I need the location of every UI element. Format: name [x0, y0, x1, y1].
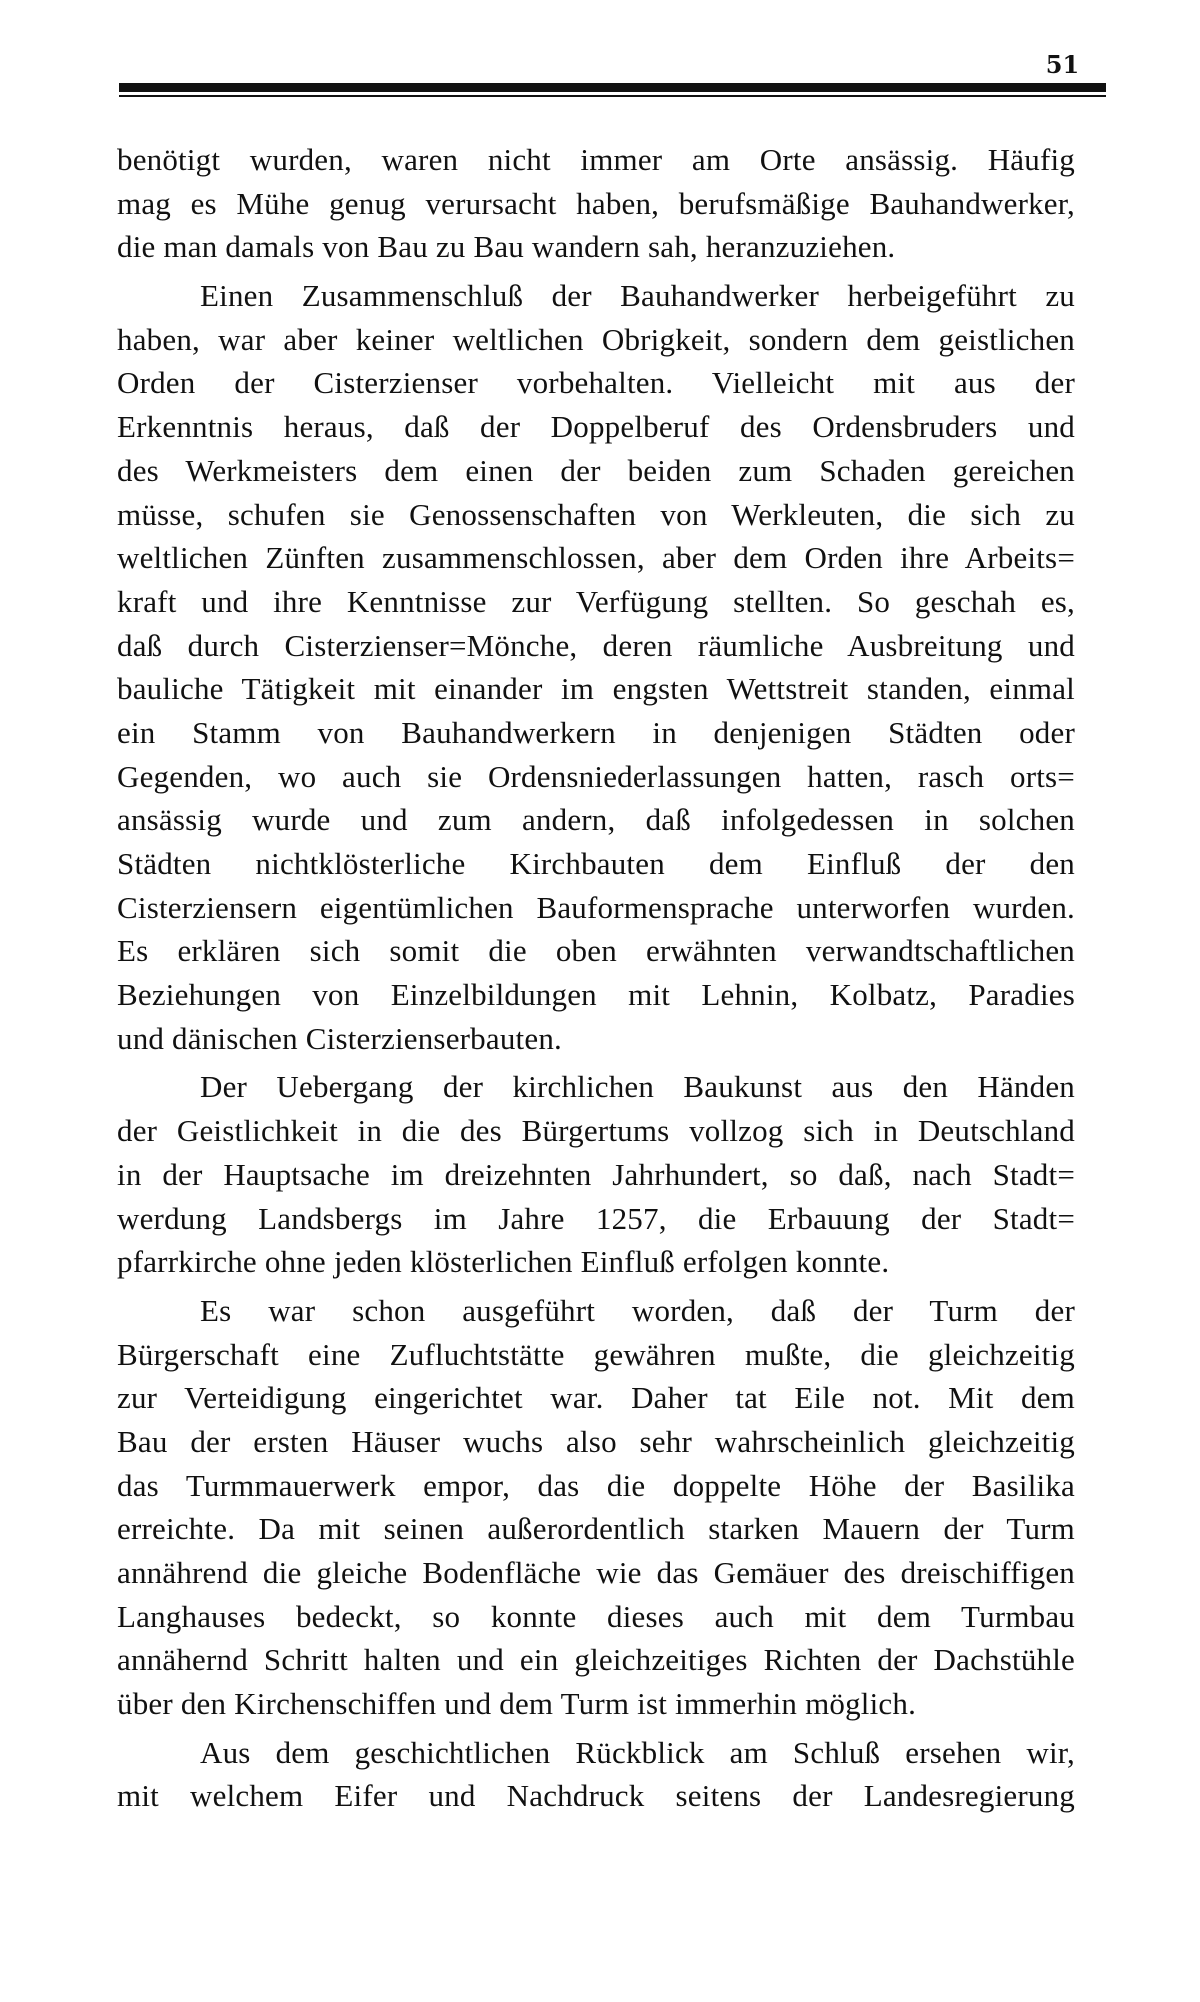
header-rule-thick: [119, 83, 1106, 92]
text-line: mag es Mühe genug verursacht haben, berufsmäßige Bauhandwerker,: [117, 185, 1075, 221]
text-line: Cisterziensern eigentümlichen Bauformensprache unterworfen wurden.: [117, 889, 1075, 925]
text-line: müsse, schufen sie Genossenschaften von Werkleuten, die sich zu: [117, 496, 1075, 532]
paragraph-5: [117, 1731, 1075, 1818]
text-line: werdung Landsbergs im Jahre 1257, die Erbauung der Stadt=: [117, 1200, 1075, 1236]
text-line: mit welchem Eifer und Nachdruck seitens der Landesregierung: [117, 1778, 1075, 1814]
text-line: über den Kirchenschiffen und dem Turm ist immerhin möglich.: [117, 1686, 917, 1722]
paragraph-4: [117, 1289, 1075, 1726]
paragraph-1: [117, 138, 1075, 269]
text-line: bauliche Tätigkeit mit einander im engsten Wettstreit standen, einmal: [117, 671, 1075, 707]
paragraph-3: [117, 1065, 1075, 1283]
text-line: haben, war aber keiner weltlichen Obrigkeit, sondern dem geistlichen: [117, 321, 1075, 357]
text-line: ein Stamm von Bauhandwerkern in denjenigen Städten oder: [117, 714, 1075, 750]
header-rule-thin: [119, 95, 1106, 97]
text-line: weltlichen Zünften zusammenschlossen, aber dem Orden ihre Arbeits=: [117, 540, 1075, 576]
text-line: und dänischen Cisterzienserbauten.: [117, 1020, 562, 1056]
text-line: zur Verteidigung eingerichtet war. Daher tat Eile not. Mit dem: [117, 1380, 1075, 1416]
body-text: [117, 138, 1075, 1823]
text-line: Gegenden, wo auch sie Ordensniederlassungen hatten, rasch orts=: [117, 758, 1075, 794]
text-line: der Geistlichkeit in die des Bürgertums vollzog sich in Deutschland: [117, 1113, 1075, 1149]
text-line: Städten nichtklösterliche Kirchbauten dem Einfluß der den: [117, 846, 1075, 881]
text-line: annährend die gleiche Bodenfläche wie das Gemäuer des dreischiffigen: [117, 1555, 1075, 1590]
text-line: kraft und ihre Kenntnisse zur Verfügung stellten. So geschah es,: [117, 583, 1075, 619]
text-line: annähernd Schritt halten und ein gleichzeitiges Richten der Dachstühle: [117, 1642, 1075, 1678]
text-line: daß durch Cisterzienser=Mönche, deren räumliche Ausbreitung und: [117, 627, 1075, 663]
text-line: die man damals von Bau zu Bau wandern sah, heranzuziehen.: [117, 229, 896, 265]
text-line: das Turmmauerwerk empor, das die doppelte Höhe der Basilika: [117, 1467, 1075, 1503]
text-line: ansässig wurde und zum andern, daß infolgedessen in solchen: [117, 802, 1075, 838]
text-line: pfarrkirche ohne jeden klösterlichen Einfluß erfolgen konnte.: [117, 1244, 890, 1280]
text-line: Aus dem geschichtlichen Rückblick am Schluß ersehen wir,: [200, 1734, 1075, 1770]
text-line: Einen Zusammenschluß der Bauhandwerker herbeigeführt zu: [200, 278, 1075, 314]
text-line: Bürgerschaft eine Zufluchtstätte gewähren mußte, die gleichzeitig: [117, 1336, 1075, 1372]
text-line: Es erklären sich somit die oben erwähnten verwandtschaftlichen: [117, 933, 1075, 969]
header-rule: [119, 83, 1106, 100]
text-line: benötigt wurden, waren nicht immer am Orte ansässig. Häufig: [117, 142, 1075, 177]
text-line: Orden der Cisterzienser vorbehalten. Vielleicht mit aus der: [117, 365, 1075, 401]
text-line: Beziehungen von Einzelbildungen mit Lehnin, Kolbatz, Paradies: [117, 977, 1075, 1013]
page-number: 51: [1045, 50, 1080, 79]
text-line: Es war schon ausgeführt worden, daß der Turm der: [200, 1292, 1075, 1328]
text-line: Langhauses bedeckt, so konnte dieses auch mit dem Turmbau: [117, 1598, 1075, 1634]
text-line: des Werkmeisters dem einen der beiden zum Schaden gereichen: [117, 452, 1075, 488]
paragraph-2: [117, 274, 1075, 1060]
text-line: Erkenntnis heraus, daß der Doppelberuf des Ordensbruders und: [117, 409, 1075, 445]
text-line: in der Hauptsache im dreizehnten Jahrhundert, so daß, nach Stadt=: [117, 1156, 1075, 1192]
text-line: Bau der ersten Häuser wuchs also sehr wahrscheinlich gleichzeitig: [117, 1423, 1075, 1459]
text-line: erreichte. Da mit seinen außerordentlich starken Mauern der Turm: [117, 1511, 1075, 1547]
text-line: Der Uebergang der kirchlichen Baukunst aus den Händen: [200, 1069, 1075, 1105]
